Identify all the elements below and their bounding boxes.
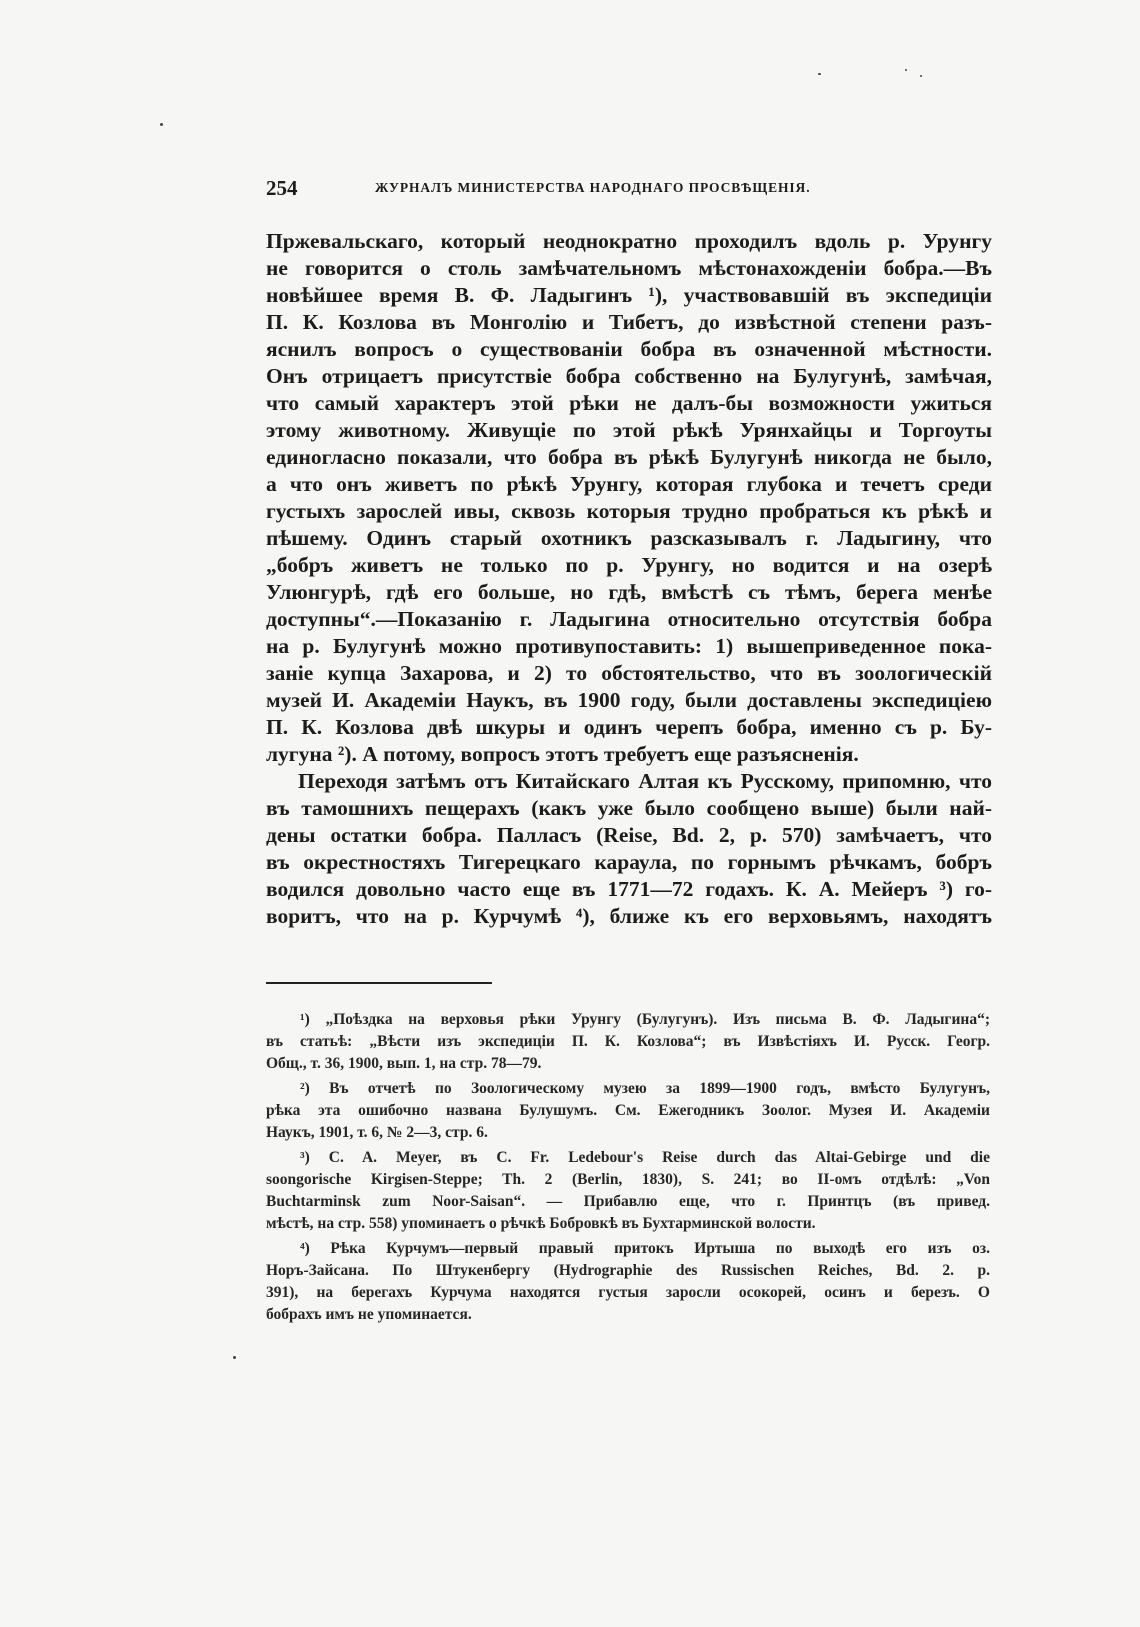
text-line: Переходя затѣмъ отъ Китайскаго Алтая къ Русскому, припомню, что (298, 769, 992, 793)
text-line: единогласно показали, что бобра въ рѣкѣ Булугунѣ никогда не было, (266, 445, 992, 469)
footnote-line: Buchtarminsk zum Noor-Saisan“. — Прибавлю еще, что г. Принтцъ (въ привед. (266, 1193, 990, 1210)
text-line: музей И. Академіи Наукъ, въ 1900 году, были доставлены экспедиціею (266, 688, 992, 712)
running-head: ЖУРНАЛЪ МИНИСТЕРСТВА НАРОДНАГО ПРОСВѢЩЕНІЯ. (375, 180, 811, 195)
text-line: Пржевальскаго, который неоднократно проходилъ вдоль р. Урунгу (266, 229, 992, 253)
scan-speck (920, 75, 922, 77)
text-line: не говорится о столь замѣчательномъ мѣстонахожденіи бобра.—Въ (266, 256, 992, 280)
scan-speck (233, 1356, 236, 1359)
text-line: Онъ отрицаетъ присутствіе бобра собственно на Булугунѣ, замѣчая, (266, 364, 992, 388)
text-line: воритъ, что на р. Курчумѣ ⁴), ближе къ его верховьямъ, находятъ (266, 904, 992, 928)
footnote-line: soongorische Kirgisen-Steppe; Th. 2 (Berlin, 1830), S. 241; во II-омъ отдѣлѣ: „Von (266, 1171, 990, 1188)
text-line: въ тамошнихъ пещерахъ (какъ уже было сообщено выше) были най- (266, 796, 992, 820)
text-line: П. К. Козлова двѣ шкуры и одинъ черепъ бобра, именно съ р. Бу- (266, 715, 992, 739)
footnote-line: Наукъ, 1901, т. 6, № 2—3, стр. 6. (266, 1124, 488, 1141)
page-header (266, 176, 886, 204)
footnote-line: рѣка эта ошибочно названа Булушумъ. См. Ежегодникъ Зоолог. Музея И. Академіи (266, 1102, 990, 1119)
footnote-line: ⁴) Рѣка Курчумъ—первый правый притокъ Иртыша по выходѣ его изъ оз. (300, 1240, 990, 1257)
text-line: что самый характеръ этой рѣки не далъ-бы возможности ужиться (266, 391, 992, 415)
page-number: 254 (266, 176, 298, 200)
footnote-rule (266, 982, 492, 984)
footnote-line: въ статьѣ: „Вѣсти изъ экспедиціи П. К. Козлова“; въ Извѣстіяхъ И. Русск. Геогр. (266, 1033, 990, 1050)
text-line: а что онъ живетъ по рѣкѣ Урунгу, которая глубока и течетъ среди (266, 472, 992, 496)
text-line: пѣшему. Одинъ старый охотникъ разсказывалъ г. Ладыгину, что (266, 526, 992, 550)
text-line: заніе купца Захарова, и 2) то обстоятельство, что въ зоологическій (266, 661, 992, 685)
footnote-line: ³) C. A. Meyer, въ C. Fr. Ledebour's Reise durch das Altai-Gebirge und die (300, 1149, 990, 1166)
text-line: водился довольно часто еще въ 1771—72 годахъ. К. А. Мейеръ ³) го- (266, 877, 992, 901)
scan-speck (818, 73, 821, 75)
text-line: „бобръ живетъ не только по р. Урунгу, но водится и на озерѣ (266, 553, 992, 577)
footnote-line: мѣстѣ, на стр. 558) упоминаетъ о рѣчкѣ Бобровкѣ въ Бухтарминской волости. (266, 1215, 816, 1232)
text-line: дены остатки бобра. Палласъ (Reise, Bd. 2, p. 570) замѣчаетъ, что (266, 823, 992, 847)
footnote-line: ¹) „Поѣздка на верховья рѣки Урунгу (Булугунъ). Изъ письма В. Ф. Ладыгина“; (300, 1011, 990, 1028)
text-line: на р. Булугунѣ можно противупоставить: 1) вышеприведенное пока- (266, 634, 992, 658)
footnote-line: ²) Въ отчетѣ по Зоологическому музею за 1899—1900 годъ, вмѣсто Булугунъ, (300, 1080, 990, 1097)
footnote-line: Общ., т. 36, 1900, вып. 1, на стр. 78—79. (266, 1055, 542, 1072)
text-line: этому животному. Живущіе по этой рѣкѣ Урянхайцы и Торгоуты (266, 418, 992, 442)
text-line: густыхъ зарослей ивы, сквозь которыя трудно пробраться къ рѣкѣ и (266, 499, 992, 523)
text-line: доступны“.—Показанію г. Ладыгина относительно отсутствія бобра (266, 607, 992, 631)
text-line: яснилъ вопросъ о существованіи бобра въ означенной мѣстности. (266, 337, 992, 361)
scan-speck (905, 69, 907, 71)
text-line: въ окрестностяхъ Тигерецкаго караула, по горнымъ рѣчкамъ, бобръ (266, 850, 992, 874)
text-line: лугуна ²). А потому, вопросъ этотъ требуетъ еще разъясненія. (266, 742, 859, 766)
body-text (266, 228, 992, 930)
scan-speck (160, 123, 163, 126)
text-line: П. К. Козлова въ Монголію и Тибетъ, до извѣстной степени разъ- (266, 310, 992, 334)
footnotes (266, 1009, 990, 1326)
footnote-line: 391), на берегахъ Курчума находятся густыя заросли осокорей, осинъ и березъ. О (266, 1284, 990, 1301)
text-line: новѣйшее время В. Ф. Ладыгинъ ¹), участвовавшій въ экспедиціи (266, 283, 992, 307)
footnote-line: Норъ-Зайсана. По Штукенбергу (Hydrographie des Russischen Reiches, Bd. 2. p. (266, 1262, 990, 1279)
footnote-line: бобрахъ имъ не упоминается. (266, 1306, 472, 1323)
text-line: Улюнгурѣ, гдѣ его больше, но гдѣ, вмѣстѣ съ тѣмъ, берега менѣе (266, 580, 992, 604)
